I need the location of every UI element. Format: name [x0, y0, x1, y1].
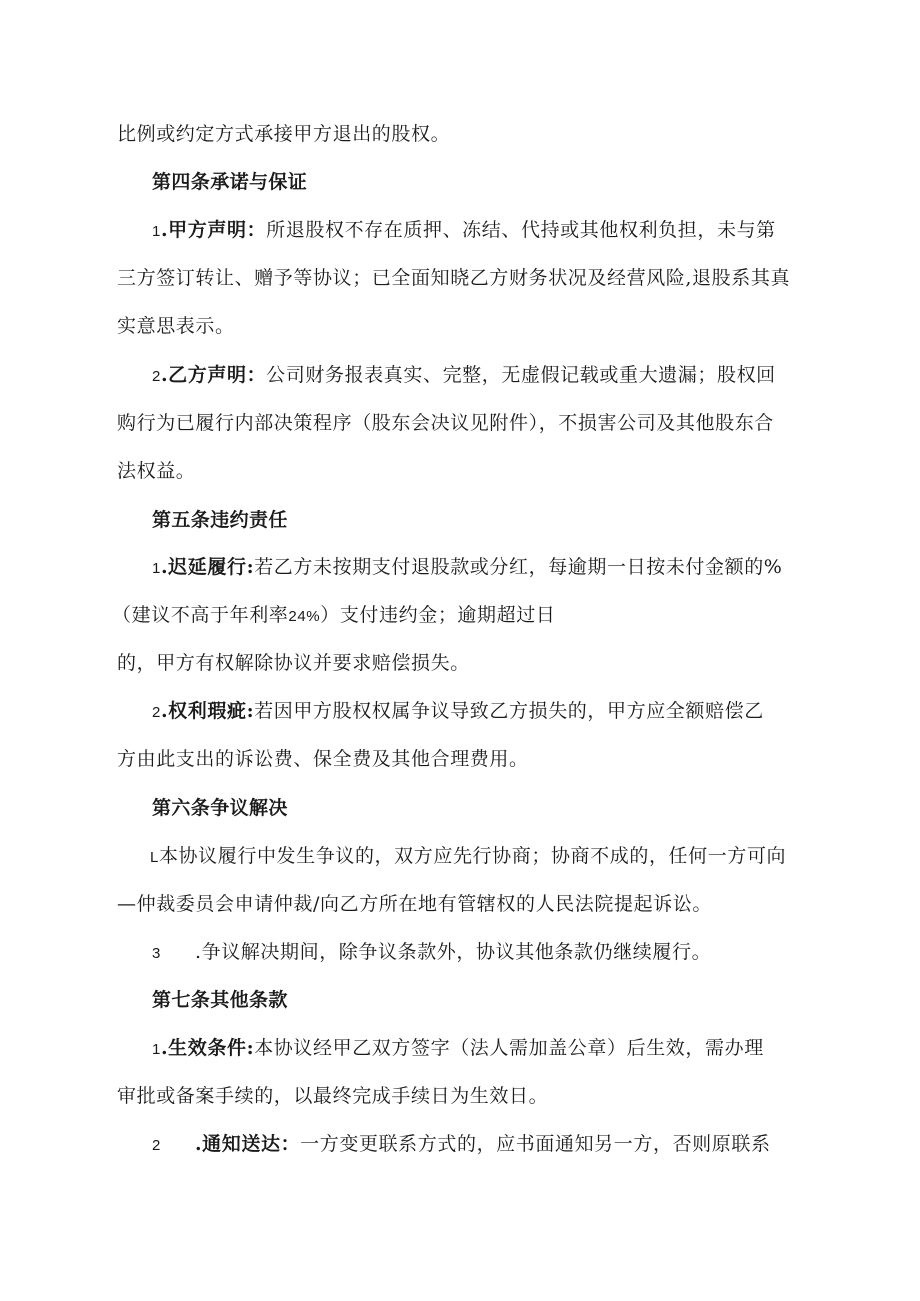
clause-number: 2: [152, 368, 161, 385]
article-5-heading: 第五条违约责任: [152, 509, 288, 531]
art7-clause-1-line-1: [152, 1036, 764, 1062]
clause-text: 所退股权不存在质押、冻结、代持或其他权利负担，未与第: [266, 219, 776, 241]
clause-text: ）支付违约金；逾期超过日: [320, 604, 556, 626]
art4-clause-2-line-2: 购行为已履行内部决策程序（股东会决议见附件），不损害公司及其他股东合: [117, 412, 774, 434]
article-6-heading: 第六条争议解决: [152, 797, 288, 819]
art6-clause-3-line-1: [152, 940, 711, 966]
clause-number: 3: [152, 945, 161, 962]
art4-clause-1-line-1: [152, 218, 776, 244]
art5-clause-1-line-3: 的，甲方有权解除协议并要求赔偿损失。: [117, 652, 470, 674]
rate-value: 24%: [288, 608, 321, 625]
art6-clause-1-line-2: —仲裁委员会申请仲裁/向乙方所在地有管辖权的人民法院提起诉讼。: [117, 893, 713, 915]
art4-clause-2-line-1: [152, 363, 776, 389]
clause-text: 本协议经甲乙双方签字（法人需加盖公章）后生效，需办理: [254, 1037, 764, 1059]
clause-label: .权利瑕疵:: [160, 700, 255, 722]
clause-number: 2: [152, 1137, 161, 1154]
art5-clause-2-line-2: 方由此支出的诉讼费、保全费及其他合理费用。: [117, 748, 529, 770]
clause-number: 1: [152, 223, 161, 240]
art5-clause-1-line-2: [112, 603, 555, 629]
art4-clause-1-line-2: 三方签订转让、赠予等协议；已全面知晓乙方财务状况及经营风险,退股系其真: [117, 267, 791, 289]
intro-line: 比例或约定方式承接甲方退出的股权。: [117, 123, 451, 145]
clause-label: .生效条件:: [160, 1037, 255, 1059]
clause-text: .争议解决期间，除争议条款外，协议其他条款仍继续履行。: [194, 941, 712, 963]
clause-text: （建议不高于年利率: [112, 604, 289, 626]
clause-label: .迟延履行:: [160, 556, 255, 578]
clause-text: 一方变更联系方式的，应书面通知另一方，否则原联系: [300, 1133, 771, 1155]
art5-clause-1-line-1: [152, 555, 782, 581]
clause-text: 若乙方未按期支付退股款或分红，每逾期一日按未付金额的%: [254, 556, 783, 578]
clause-text: 本协议履行中发生争议的，双方应先行协商；协商不成的，任何一方可向: [158, 845, 787, 867]
art7-clause-2-line-1: [152, 1132, 771, 1158]
clause-number: 1: [152, 1041, 161, 1058]
clause-number: 1: [152, 560, 161, 577]
clause-label: .甲方声明：: [160, 219, 267, 241]
clause-label: .通知送达：: [194, 1133, 301, 1155]
clause-label: .乙方声明：: [160, 364, 267, 386]
clause-text: 公司财务报表真实、完整，无虚假记载或重大遗漏；股权回: [266, 364, 776, 386]
article-4-heading: 第四条承诺与保证: [152, 171, 308, 193]
art7-clause-1-line-2: 审批或备案手续的，以最终完成手续日为生效日。: [117, 1085, 549, 1107]
art4-clause-1-line-3: 实意思表示。: [117, 315, 235, 337]
article-7-heading: 第七条其他条款: [152, 989, 288, 1011]
art6-clause-1-line-1: [150, 844, 786, 870]
clause-number: 2: [152, 704, 161, 721]
art4-clause-2-line-3: 法权益。: [117, 460, 196, 482]
clause-text: 若因甲方股权权属争议导致乙方损失的，甲方应全额赔偿乙: [254, 700, 764, 722]
clause-marker: L: [150, 849, 159, 866]
art5-clause-2-line-1: [152, 699, 764, 725]
